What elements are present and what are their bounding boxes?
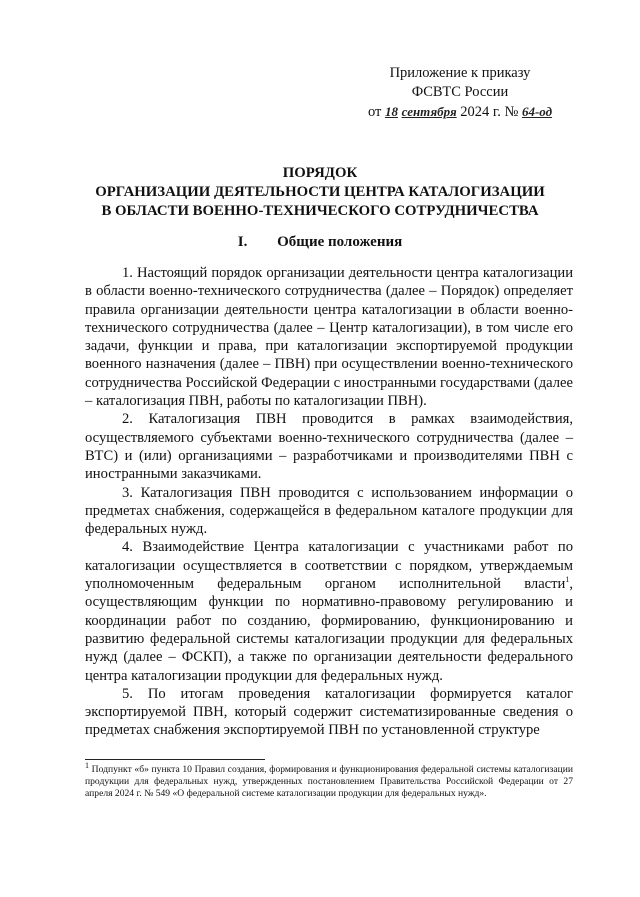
handwritten-day: 18 <box>384 104 398 119</box>
appendix-line-2: ФСВТС России <box>411 84 509 100</box>
title-line-3: В ОБЛАСТИ ВОЕННО-ТЕХНИЧЕСКОГО СОТРУДНИЧЕСТВА <box>101 203 539 219</box>
handwritten-order-number: 64-од <box>521 104 553 119</box>
paragraph-1: 1. Настоящий порядок организации деятельности центра каталогизации в области военно-технического сотрудничества (далее – Порядок) определяет правила организации деятельности центра каталогизации в области военно-технического сотрудничества (далее – Центр каталогизации), в том числе его задачи, функции и права, при каталогизации экспортируемой продукции военного назначения (далее – ПВН) при осуществлении военно-технического сотрудничества Российской Федерации с иностранными государствами (далее – каталогизация ПВН, работы по каталогизации ПВН). <box>85 265 573 410</box>
section-heading <box>60 234 580 251</box>
footnote-reference: 1 <box>565 575 570 585</box>
appendix-prefix: от <box>367 104 382 120</box>
section-title: Общие положения <box>277 234 403 250</box>
footnote-mark: 1 <box>85 760 89 770</box>
appendix-date-line <box>340 102 580 122</box>
title-line-2: ОРГАНИЗАЦИИ ДЕЯТЕЛЬНОСТИ ЦЕНТРА КАТАЛОГИЗАЦИИ <box>95 184 545 200</box>
footnote-text: Подпункт «б» пункта 10 Правил создания, формирования и функционирования федеральной системы каталогизации продукции для федеральных нужд, утвержденных постановлением Правительства Российской Федерации от 27 апреля 2024 г. № 549 «О федеральной системе каталогизации продукции для федеральных нужд». <box>85 764 573 800</box>
appendix-year: 2024 г. № <box>460 104 519 120</box>
footnote-divider <box>85 759 265 760</box>
paragraph-3: 3. Каталогизация ПВН проводится с использованием информации о предметах снабжения, содержащейся в федеральном каталоге продукции для федеральных нужд. <box>85 484 573 538</box>
footnote <box>85 760 573 801</box>
title-line-1: ПОРЯДОК <box>282 165 358 181</box>
section-number: I. <box>237 234 248 250</box>
paragraph-4-part-a: 4. Взаимодействие Центра каталогизации с участниками работ по каталогизации осуществляется в соответствии с порядком, утверждаемым уполномоченным федеральным органом исполнительной власти <box>85 539 573 593</box>
appendix-header <box>340 64 580 122</box>
paragraph-4 <box>85 538 573 684</box>
document-title <box>60 164 580 221</box>
paragraph-5: 5. По итогам проведения каталогизации формируется каталог экспортируемой ПВН, который содержит систематизированные сведения о предметах снабжения экспортируемой ПВН по установленной структуре <box>85 685 573 739</box>
paragraph-4-part-b: , осуществляющим функции по нормативно-правовому регулированию и координации работ по созданию, формированию, функционированию и развитию федеральной системы каталогизации продукции для федеральных нужд (далее – ФСКП), а также по организации деятельности федерального центра каталогизации продукции для федеральных нужд. <box>85 576 573 684</box>
appendix-line-1: Приложение к приказу <box>389 65 531 81</box>
handwritten-month: сентября <box>401 104 457 119</box>
document-body <box>85 264 573 740</box>
paragraph-2: 2. Каталогизация ПВН проводится в рамках взаимодействия, осуществляемого субъектами военно-технического сотрудничества (далее – ВТС) и (или) организациями – разработчиками и производителями ПВН с иностранными заказчиками. <box>85 411 573 483</box>
